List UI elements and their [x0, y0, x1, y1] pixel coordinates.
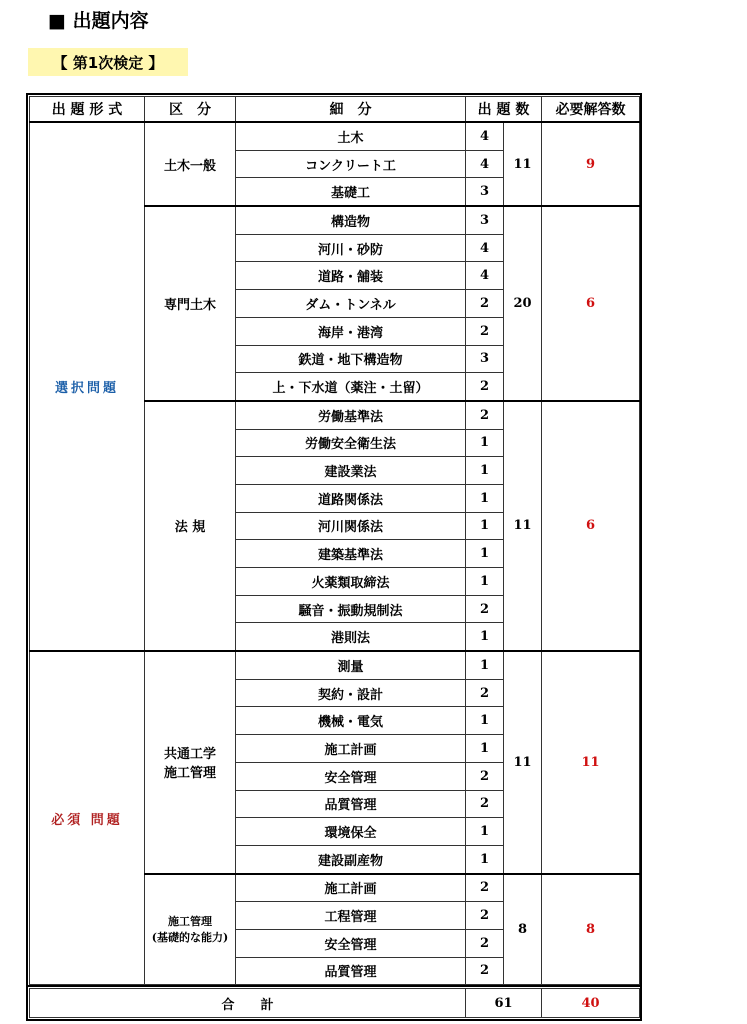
subdivision: 騒音・振動規制法 [236, 595, 466, 623]
subdivision: 工程管理 [236, 902, 466, 930]
subdivision: ダム・トンネル [236, 290, 466, 318]
group-question-total: 8 [504, 874, 542, 985]
exam-stage-label: 【 第1次検定 】 [28, 48, 188, 76]
category-construction-management-basic [145, 874, 236, 985]
subdivision: 道路・舗装 [236, 262, 466, 290]
item-count: 1 [466, 457, 504, 485]
group-required-count: 6 [542, 206, 640, 401]
subdivision: 機械・電気 [236, 707, 466, 735]
item-count: 2 [466, 762, 504, 790]
item-count: 2 [466, 290, 504, 318]
item-count: 1 [466, 845, 504, 873]
item-count: 2 [466, 595, 504, 623]
item-count: 4 [466, 150, 504, 178]
subdivision: 土木 [236, 122, 466, 150]
item-count: 2 [466, 957, 504, 985]
category-regulations: 法 規 [145, 401, 236, 651]
subdivision: 河川・砂防 [236, 234, 466, 262]
subdivision: 道路関係法 [236, 484, 466, 512]
total-divider [26, 985, 642, 987]
group-required-count: 11 [542, 651, 640, 874]
subdivision: 鉄道・地下構造物 [236, 345, 466, 373]
format-mandatory: 必須 問題 [30, 651, 145, 985]
total-label: 合 計 [30, 989, 466, 1018]
subdivision: 安全管理 [236, 929, 466, 957]
subdivision: 施工計画 [236, 874, 466, 902]
group-required-count: 8 [542, 874, 640, 985]
item-count: 1 [466, 429, 504, 457]
item-count: 2 [466, 902, 504, 930]
column-header-questions: 出 題 数 [466, 97, 542, 123]
item-count: 1 [466, 568, 504, 596]
item-count: 2 [466, 874, 504, 902]
subdivision: コンクリート工 [236, 150, 466, 178]
subdivision: 建築基準法 [236, 540, 466, 568]
subdivision: 建設副産物 [236, 845, 466, 873]
subdivision: 品質管理 [236, 957, 466, 985]
subdivision: 火薬類取締法 [236, 568, 466, 596]
column-header-required: 必要解答数 [542, 97, 640, 123]
subdivision: 施工計画 [236, 735, 466, 763]
page-heading: ■ 出題内容 [48, 10, 149, 32]
format-selection: 選択問題 [30, 122, 145, 651]
subdivision: 上・下水道（薬注・土留） [236, 373, 466, 401]
subdivision: 港則法 [236, 623, 466, 651]
group-question-total: 11 [504, 651, 542, 874]
subdivision: 安全管理 [236, 762, 466, 790]
column-header-category: 区 分 [145, 97, 236, 123]
subdivision: 環境保全 [236, 818, 466, 846]
category-specialized-civil: 専門土木 [145, 206, 236, 401]
category-civil-general: 土木一般 [145, 122, 236, 206]
subdivision: 建設業法 [236, 457, 466, 485]
item-count: 2 [466, 317, 504, 345]
item-count: 2 [466, 790, 504, 818]
subdivision: 海岸・港湾 [236, 317, 466, 345]
exam-content-table [29, 96, 640, 985]
item-count: 1 [466, 540, 504, 568]
item-count: 2 [466, 929, 504, 957]
item-count: 1 [466, 651, 504, 679]
item-count: 3 [466, 345, 504, 373]
item-count: 4 [466, 262, 504, 290]
column-header-format: 出 題 形 式 [30, 97, 145, 123]
item-count: 4 [466, 234, 504, 262]
subdivision: 河川関係法 [236, 512, 466, 540]
total-questions: 61 [466, 989, 542, 1018]
subdivision: 基礎工 [236, 178, 466, 206]
item-count: 1 [466, 735, 504, 763]
category-line: 施工管理 [163, 766, 216, 782]
item-count: 2 [466, 679, 504, 707]
item-count: 1 [466, 623, 504, 651]
item-count: 3 [466, 206, 504, 234]
column-header-subdivision: 細 分 [236, 97, 466, 123]
item-count: 1 [466, 707, 504, 735]
item-count: 2 [466, 401, 504, 429]
group-question-total: 20 [504, 206, 542, 401]
subdivision: 労働安全衛生法 [236, 429, 466, 457]
category-line: 共通工学 [163, 747, 216, 763]
group-required-count: 9 [542, 122, 640, 206]
group-question-total: 11 [504, 122, 542, 206]
category-common-engineering [145, 651, 236, 874]
item-count: 3 [466, 178, 504, 206]
item-count: 1 [466, 818, 504, 846]
item-count: 2 [466, 373, 504, 401]
item-count: 1 [466, 512, 504, 540]
total-row [29, 988, 640, 1018]
subdivision: 品質管理 [236, 790, 466, 818]
item-count: 1 [466, 484, 504, 512]
subdivision: 労働基準法 [236, 401, 466, 429]
subdivision: 測量 [236, 651, 466, 679]
subdivision: 契約・設計 [236, 679, 466, 707]
total-required: 40 [542, 989, 640, 1018]
item-count: 4 [466, 122, 504, 150]
group-question-total: 11 [504, 401, 542, 651]
subdivision: 構造物 [236, 206, 466, 234]
category-line: (基礎的な能力) [151, 931, 229, 945]
table-header-row [30, 97, 640, 123]
group-required-count: 6 [542, 401, 640, 651]
category-line: 施工管理 [168, 915, 212, 929]
